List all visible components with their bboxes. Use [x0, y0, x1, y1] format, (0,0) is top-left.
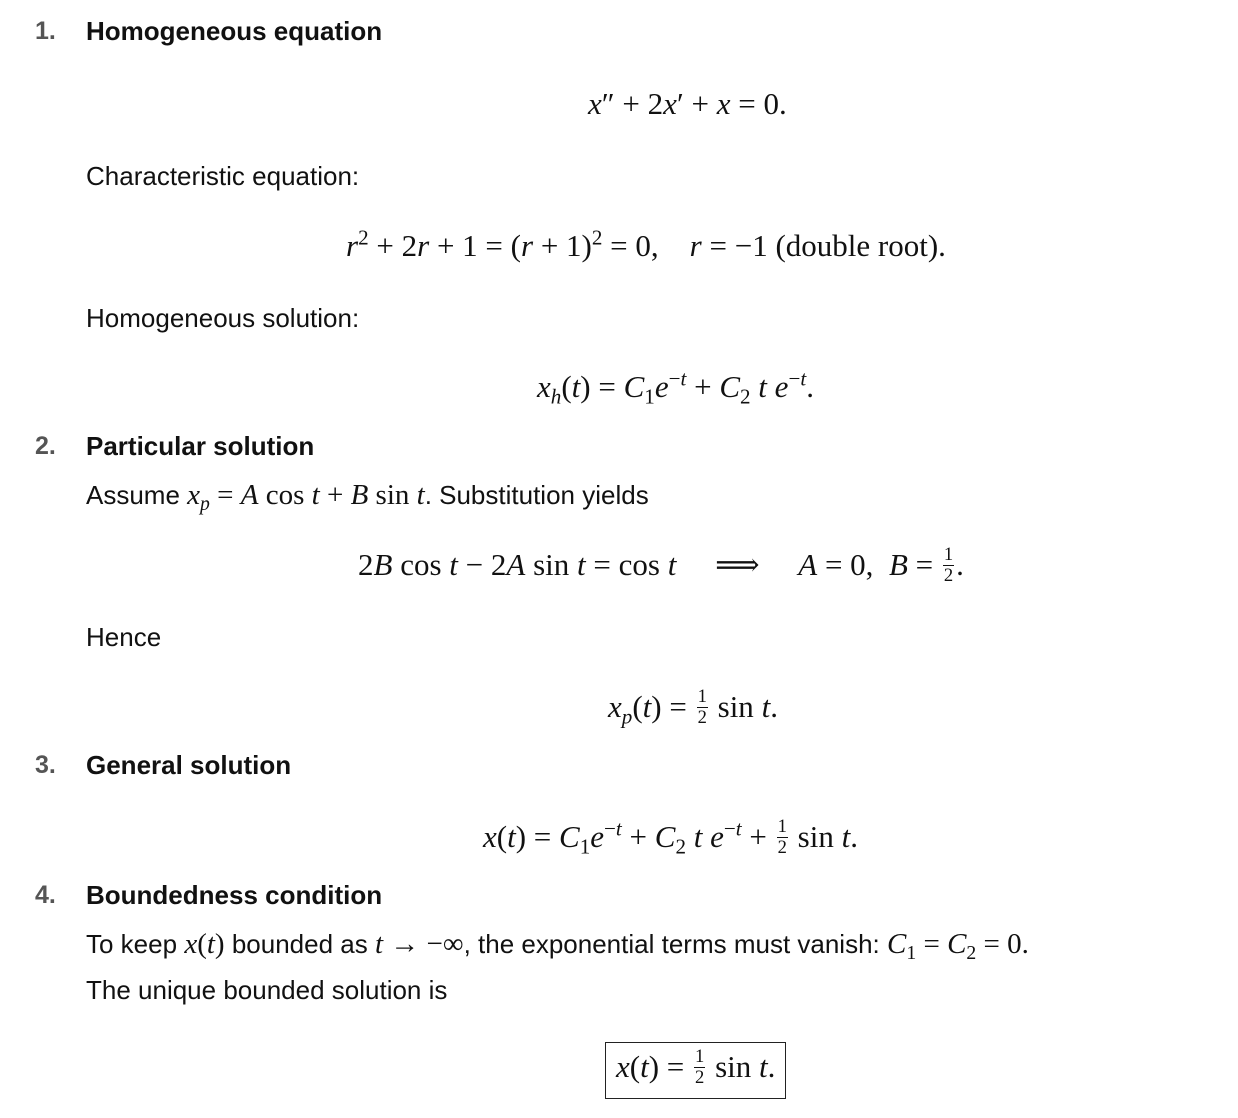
- keep-mid2: , the exponential terms must vanish:: [463, 929, 880, 959]
- section-title-particular: Particular solution: [86, 431, 315, 461]
- equation-particular-solution: $x_p(t)$ = $\frac{1}{2}$ sin t.: [608, 685, 778, 729]
- section-title-homogeneous: Homogeneous equation: [86, 16, 383, 46]
- characteristic-label: Characteristic equation:: [86, 161, 360, 191]
- assume-sentence: [86, 479, 649, 515]
- section-title-general: General solution: [86, 750, 292, 780]
- unique-solution-label: The unique bounded solution is: [86, 975, 448, 1005]
- section-title-boundedness: Boundedness condition: [86, 880, 383, 910]
- boxed-final-solution: x(t) = $\frac{1}{2}$ sin t.: [605, 1042, 786, 1099]
- equation-substitution: 2B cos t − 2A sin t = cos t ⟹ A = 0, B = $\frac{1}{2}$ .: [358, 543, 964, 587]
- assume-prefix: Assume: [86, 480, 180, 510]
- equation-characteristic: $r^2 + 2r + 1 = (r + 1)^2 = 0$, r = −1 (double root).: [346, 225, 946, 263]
- section-number-2: 2.: [35, 432, 56, 460]
- hence-label: Hence: [86, 622, 162, 652]
- equation-homogeneous-ode: x″ + 2x′ + x = 0.: [588, 86, 787, 121]
- assume-formula: $x_p = A$ cos t + B sin t: [187, 479, 425, 515]
- assume-suffix: . Substitution yields: [424, 480, 649, 510]
- equation-homogeneous-solution: $x_h(t) = C_1e^{-t} + C_2$ t $e^{-t}$.: [537, 366, 814, 409]
- x-of-t-inline: x(t): [184, 928, 225, 960]
- equation-general-solution: $x(t) = C_1e^{-t} + C_2$ t $e^{-t}$ + $\frac{1}{2}$ sin t.: [483, 815, 858, 859]
- section-number-3: 3.: [35, 751, 56, 779]
- keep-prefix: To keep: [86, 929, 178, 959]
- keep-mid1: bounded as: [231, 929, 368, 959]
- double-root-label: (double root): [775, 228, 939, 263]
- boundedness-sentence: [86, 928, 1029, 964]
- constants-zero-inline: $C_1 = C_2 = 0$.: [887, 928, 1029, 964]
- homogeneous-solution-label: Homogeneous solution:: [86, 303, 360, 333]
- section-number-4: 4.: [35, 881, 56, 909]
- limit-inline: t → −∞: [374, 928, 464, 960]
- section-number-1: 1.: [35, 17, 56, 45]
